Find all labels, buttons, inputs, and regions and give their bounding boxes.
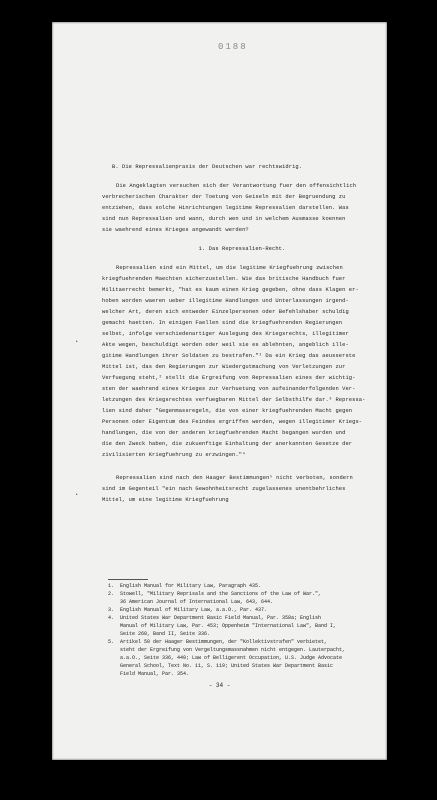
text-line: Militaerrecht bemerkt, "hat es kaum einen Krieg gegeben, ohne dass Klagen er- bbox=[102, 287, 359, 293]
text-line: sind im Gegenteil "ein nach Gewohnheitsrecht zugelassenes unentbehrliches bbox=[102, 486, 346, 492]
main-text bbox=[102, 162, 382, 506]
text-line: selbst, infolge verschiedenartiger Auslegung des Kriegsrechts, illegitimer bbox=[102, 331, 349, 337]
footnote bbox=[108, 638, 380, 678]
paragraph-2 bbox=[102, 473, 382, 506]
footnote-number: 1. bbox=[108, 583, 115, 589]
footnote-line: Manual of Military Law, Par. 453; Oppenheim "International Law", Band I, bbox=[120, 623, 337, 629]
footnote-line: a.a.O., Seite 336, 449; Law of Belligerent Occupation, U.S. Judge Advocate bbox=[120, 655, 343, 661]
text-line: hoben worden waeren ueber illegitime Handlungen und Unterlassungen irgend- bbox=[102, 298, 349, 304]
text-line: Mittel ist, das den Regierungen zur Wiedergutmachung von Verletzungen zur bbox=[102, 364, 346, 370]
footnote-line: English Manual for Military Law, Paragraph 435. bbox=[120, 583, 262, 589]
text-line: gemacht haetten. In einigen Faellen sind die kriegfuehrenden Regierungen bbox=[102, 320, 343, 326]
text-line: die den Zweck haben, die zukuenftige Einhaltung der anerkannten Gesetze der bbox=[102, 441, 353, 447]
footnote-separator bbox=[108, 579, 148, 580]
page-number: - 34 - bbox=[208, 682, 231, 689]
footnotes bbox=[108, 582, 380, 678]
document-page bbox=[52, 22, 387, 760]
text-line: sten der waehrend eines Krieges zur Verhuetung von aufeinanderfolgenden Ver- bbox=[102, 386, 356, 392]
footnote-number: 2. bbox=[108, 591, 115, 597]
margin-mark: · bbox=[74, 337, 80, 347]
margin-mark: · bbox=[74, 490, 80, 500]
section-heading: B. Die Repressalienpraxis der Deutschen war rechtswidrig. bbox=[112, 164, 303, 170]
text-line: letzungen des Kriegsrechtes verfuegbaren Mittel der Selbsthilfe dar.³ Repressa- bbox=[102, 397, 366, 403]
text-line: Die Angeklagten versuchen sich der Verantwortung fuer den offensichtlich bbox=[116, 183, 357, 189]
footnote-line: Field Manual, Par. 354. bbox=[120, 671, 190, 677]
footnote-number: 4. bbox=[108, 615, 115, 621]
footnote-line: Stowell, "Military Reprisals and the Sanctions of the Law of War.", bbox=[120, 591, 322, 597]
footnote-line: English Manual of Military Law, a.a.O., Par. 437. bbox=[120, 607, 268, 613]
text-line: Repressalien sind ein Mittel, um die legitime Kriegfuehrung zwischen bbox=[116, 265, 343, 271]
text-line: lien sind daher "Gegenmassregeln, die von einer kriegfuehrenden Macht gegen bbox=[102, 408, 353, 414]
text-line: Mittel, um eine legitime Kriegfuehrung bbox=[102, 497, 229, 503]
footnote-number: 3. bbox=[108, 607, 115, 613]
paragraph-1 bbox=[102, 263, 382, 461]
footnote-line: Seite 260, Band II, Seite 336. bbox=[120, 631, 211, 637]
footnote bbox=[108, 590, 380, 606]
footnote-line: steht der Ergreifung von Vergeltungsmassnahmen nicht entgegen. Lauterpacht, bbox=[120, 647, 346, 653]
text-line: Repressalien sind nach den Haager Bestimmungen⁵ nicht verboten, sondern bbox=[116, 475, 353, 481]
footnote bbox=[108, 606, 380, 614]
subheading: 1. Das Repressalien-Recht. bbox=[198, 246, 286, 252]
footnote-number: 5. bbox=[108, 639, 115, 645]
text-line: gitime Handlungen ihrer Soldaten zu bestrafen."¹ Da ein Krieg das aeusserste bbox=[102, 353, 356, 359]
text-line: Akte wegen, beschuldigt worden oder weil sie es ablehnten, angeblich ille- bbox=[102, 342, 349, 348]
text-line: welcher Art, deren sich entweder Einzelpersonen oder Befehlshaber schuldig bbox=[102, 309, 349, 315]
text-line: entziehen, dass solche Hinrichtungen legitime Repressalien darstellen. Was bbox=[102, 205, 349, 211]
text-line: Verfuegung steht,² stellt die Ergreifung von Repressalien eines der wichtig- bbox=[102, 375, 356, 381]
footnote-line: United States War Department Basic Field Manual, Par. 358a; English bbox=[120, 615, 322, 621]
text-line: kriegfuehrenden Maechten sicherzustellen. Wie das britische Handbuch fuer bbox=[102, 276, 346, 282]
text-line: verbrecherischen Charakter der Toetung von Geiseln mit der Begruendung zu bbox=[102, 194, 346, 200]
footnote-line: 36 American Journal of International Law, 643, 644. bbox=[120, 599, 274, 605]
footnote-line: General School, Text No. 11, S. 119; United States War Department Basic bbox=[120, 663, 334, 669]
footnote-line: Artikel 50 der Haager Bestimmungen, der "Kollektivstrafen" verbietet, bbox=[120, 639, 328, 645]
text-line: Personen oder Eigentum des Feindes ergriffen werden, wegen illegitimer Kriegs- bbox=[102, 419, 363, 425]
footnote bbox=[108, 582, 380, 590]
footnote bbox=[108, 614, 380, 638]
text-line: sind nun Repressalien und wann, durch wen und in welchem Ausmasse koennen bbox=[102, 216, 346, 222]
text-line: sie waehrend eines Krieges angewandt werden? bbox=[102, 227, 249, 233]
film-frame-number: 0188 bbox=[218, 42, 248, 52]
text-line: handlungen, die von der anderen kriegfuehrenden Macht begangen wurden und bbox=[102, 430, 346, 436]
text-line: zivilisierten Kriegfuehrung zu erzwingen."⁴ bbox=[102, 452, 246, 458]
intro-paragraph bbox=[102, 181, 382, 236]
